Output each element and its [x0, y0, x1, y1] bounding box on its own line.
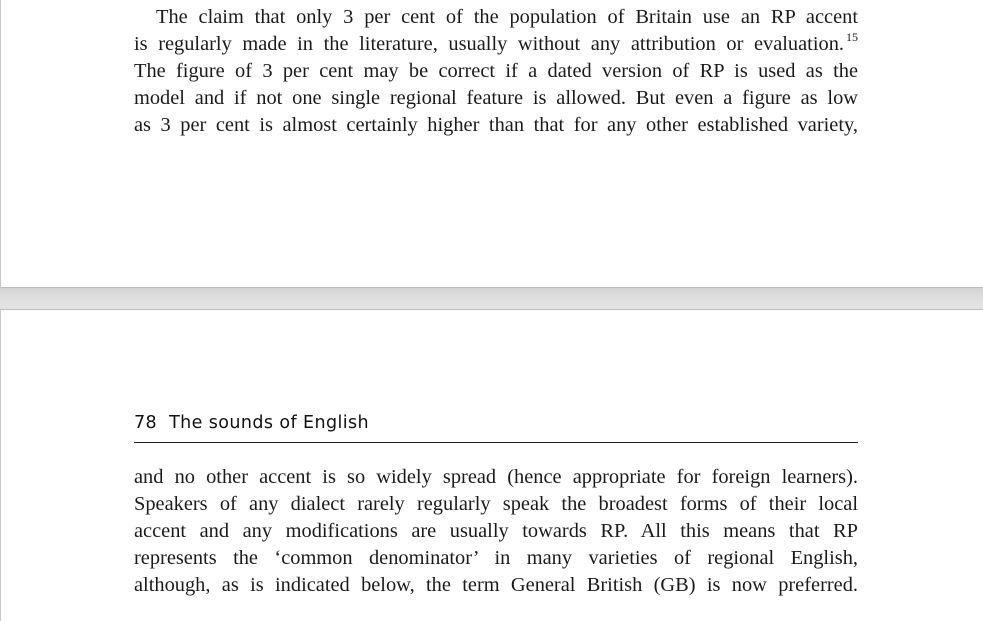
- text-line: The claim that only 3 per cent of the population of Britain use an RP accent: [156, 6, 858, 28]
- page-number: 78: [134, 413, 158, 433]
- body-paragraph: [134, 464, 858, 599]
- footnote-marker[interactable]: 15: [846, 30, 858, 44]
- text-line: The figure of 3 per cent may be correct if a dated version of RP is used as the: [134, 60, 858, 82]
- text-line: represents the ‘common denominator’ in many varieties of regional English,: [134, 547, 858, 569]
- page-top: [0, 0, 983, 288]
- text-line: Speakers of any dialect rarely regularly speak the broadest forms of their local: [134, 493, 858, 515]
- page-gap: [0, 288, 983, 309]
- text-line: as 3 per cent is almost certainly higher than that for any other established variety,: [134, 114, 858, 136]
- text-line: accent and any modifications are usually towards RP. All this means that RP: [134, 520, 858, 542]
- running-header: [134, 410, 858, 443]
- text-line: model and if not one single regional feature is allowed. But even a figure as low: [134, 87, 858, 109]
- page-bottom: [0, 309, 983, 621]
- body-paragraph: [134, 4, 858, 139]
- text-line: although, as is indicated below, the term General British (GB) is now preferred.: [134, 574, 858, 596]
- text-line-content: is regularly made in the literature, usually without any attribution or evaluation.: [134, 33, 844, 55]
- text-line: [134, 31, 858, 58]
- running-title: The sounds of English: [169, 413, 370, 433]
- text-line: and no other accent is so widely spread (hence appropriate for foreign learners).: [134, 466, 858, 488]
